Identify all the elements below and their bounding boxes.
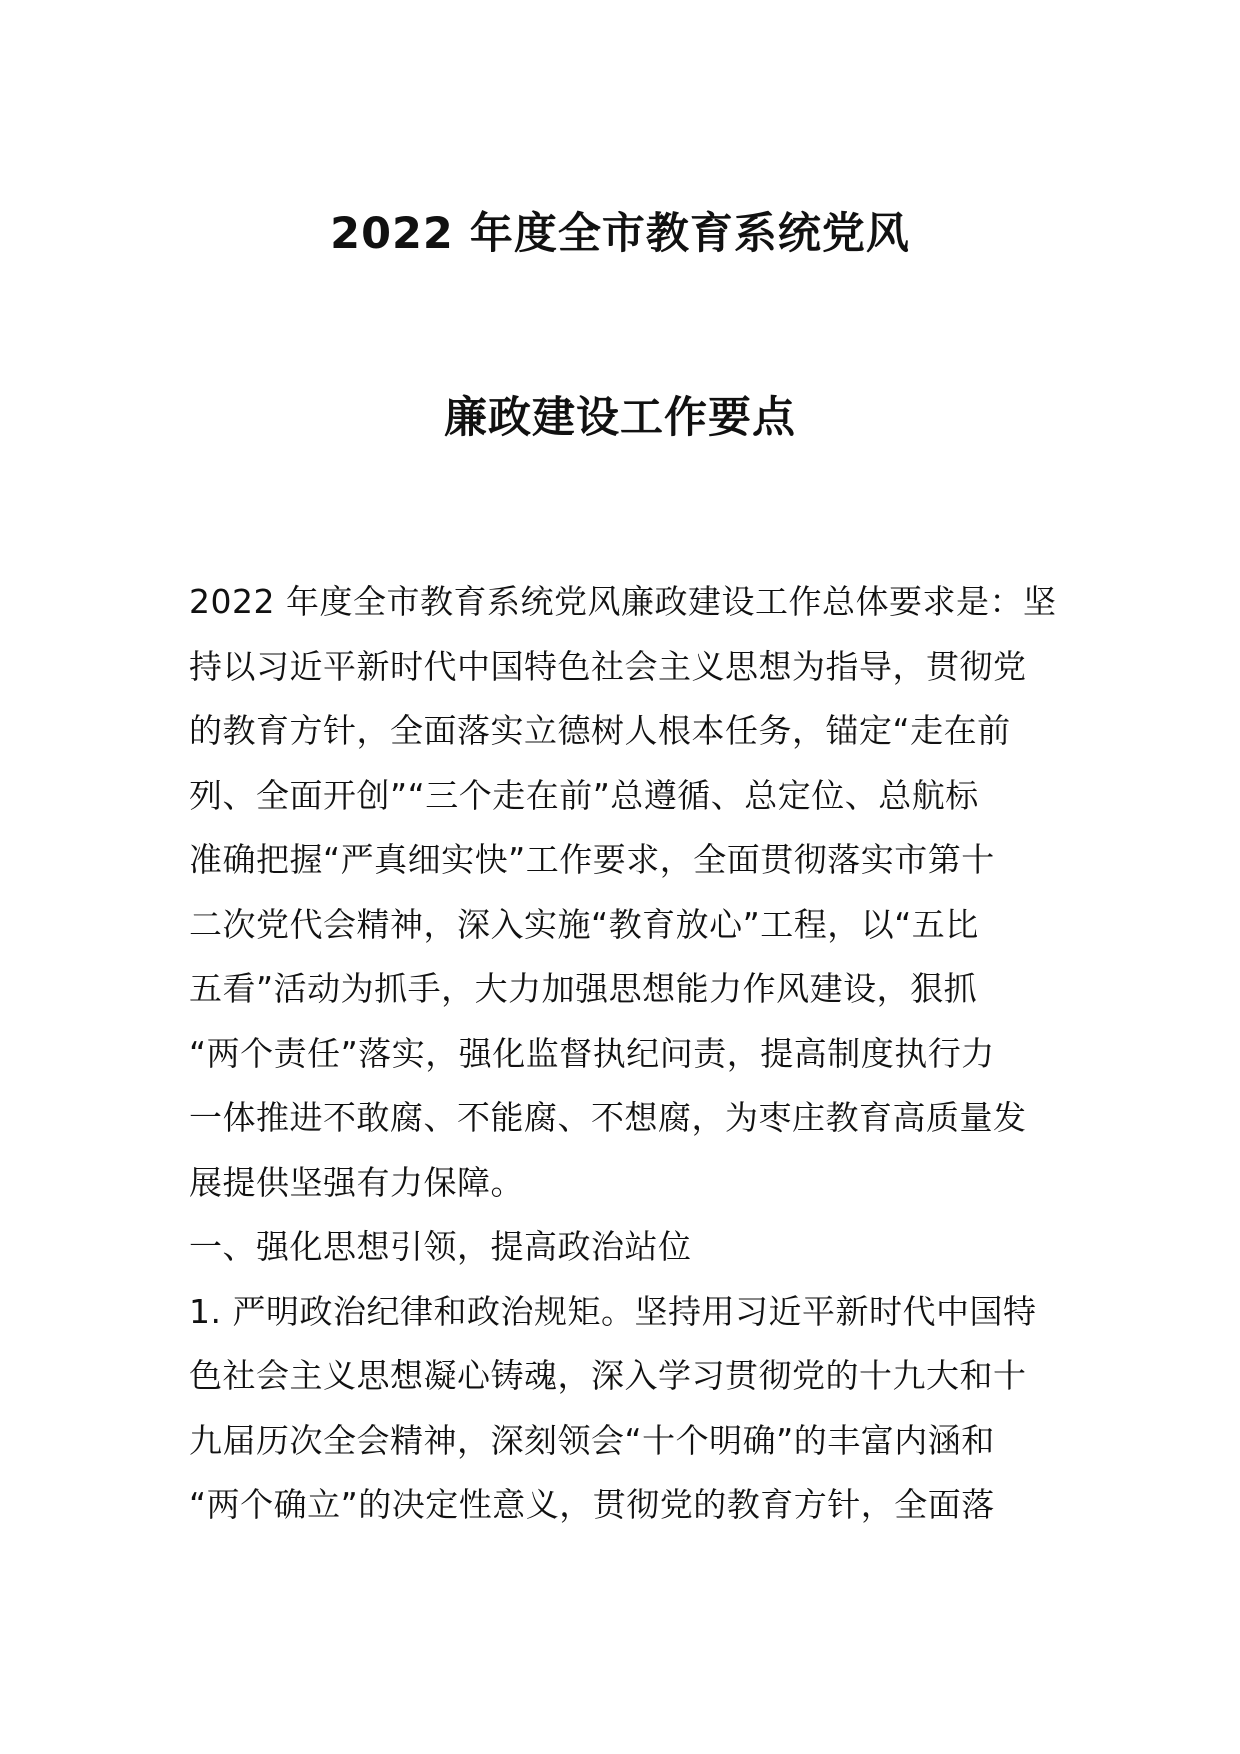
body-line: 五看”活动为抓手，大力加强思想能力作风建设，狠抓 <box>189 969 978 1008</box>
body-line: 色社会主义思想凝心铸魂，深入学习贯彻党的十九大和十 <box>189 1356 1027 1395</box>
body-line: 二次党代会精神，深入实施“教育放心”工程，以“五比 <box>189 904 979 944</box>
document-title-line-1: 2022 年度全市教育系统党风 <box>330 209 910 259</box>
document-body <box>189 570 1059 1538</box>
body-line: 准确把握“严真细实快”工作要求，全面贯彻落实市第十 <box>189 840 995 879</box>
body-line: 列、全面开创”“三个走在前”总遵循、总定位、总航标 <box>189 775 979 815</box>
section-heading: 一、强化思想引领，提高政治站位 <box>189 1227 692 1266</box>
body-line: 持以习近平新时代中国特色社会主义思想为指导，贯彻党 <box>189 646 1027 686</box>
body-line: 1. 严明政治纪律和政治规矩。坚持用习近平新时代中国特 <box>189 1291 1037 1331</box>
body-line: “两个确立”的决定性意义，贯彻党的教育方针，全面落 <box>189 1485 995 1524</box>
body-line: “两个责任”落实，强化监督执纪问责，提高制度执行力 <box>189 1033 995 1073</box>
body-line: 2022 年度全市教育系统党风廉政建设工作总体要求是：坚 <box>189 582 1057 621</box>
body-line: 展提供坚强有力保障。 <box>189 1162 524 1202</box>
body-line: 的教育方针，全面落实立德树人根本任务，锚定“走在前 <box>189 711 1011 750</box>
body-line: 九届历次全会精神，深刻领会“十个明确”的丰富内涵和 <box>189 1420 995 1460</box>
body-line: 一体推进不敢腐、不能腐、不想腐，为枣庄教育高质量发 <box>189 1098 1027 1137</box>
document-title-line-2: 廉政建设工作要点 <box>444 393 796 443</box>
